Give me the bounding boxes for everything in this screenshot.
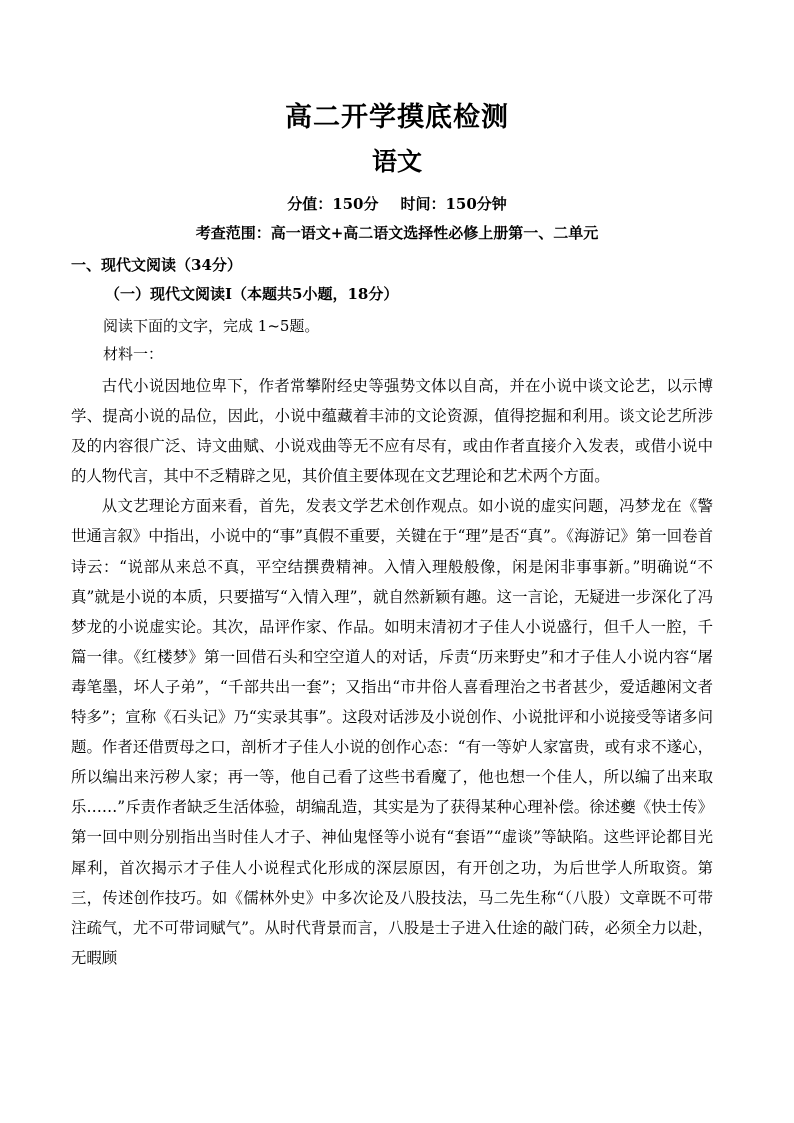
exam-meta xyxy=(0,193,794,214)
score-info: 分值：150分 xyxy=(287,195,379,213)
reading-instruction: 阅读下面的文字，完成 1~5题。 xyxy=(103,317,320,335)
section-heading: 一、现代文阅读（34分） xyxy=(71,256,242,274)
paragraph: 从文艺理论方面来看，首先，发表文学艺术创作观点。如小说的虚实问题，冯梦龙在《警世通言叙》中指出，小说中的“事”真假不重要，关键在于“理”是否“真”。《海游记》第一回卷首诗云：“说部从来总不真，平空结撰费精神。入情入理般般像，闲是闲非事事新。”明确说“不真”就是小说的本质，只要描写“入情入理”，就自然新颖有趣。这一言论，无疑进一步深化了冯梦龙的小说虚实论。其次，品评作家、作品。如明末清初才子佳人小说盛行，但千人一腔，千篇一律。《红楼梦》第一回借石头和空空道人的对话，斥责“历来野史”和才子佳人小说内容“屠毒笔墨，坏人子弟”，“千部共出一套”；又指出“市井俗人喜看理治之书者甚少，爱适趣闲文者特多”；宣称《石头记》乃“实录其事”。这段对话涉及小说创作、小说批评和小说接受等诸多问题。作者还借贾母之口，剖析才子佳人小说的创作心态：“有一等妒人家富贵，或有求不遂心，所以编出来污秽人家；再一等，他自己看了这些书看魔了，他也想一个佳人，所以编了出来取乐……”斥责作者缺乏生活体验，胡编乱造，其实是为了获得某种心理补偿。徐述夔《快士传》第一回中则分别指出当时佳人才子、神仙鬼怪等小说有“套语”“虚谈”等缺陷。这些评论都目光犀利，首次揭示才子佳人小说程式化形成的深层原因，有开创之功，为后世学人所取资。第三，传述创作技巧。如《儒林外史》中多次论及八股技法，马二先生称“（八股）文章既不可带注疏气，尤不可带词赋气”。从时代背景而言，八股是士子进入仕途的敲门砖，必须全力以赴，无暇顾 xyxy=(71,497,713,967)
exam-title: 高二开学摸底检测 xyxy=(285,102,509,133)
exam-range: 考查范围：高一语文+高二语文选择性必修上册第一、二单元 xyxy=(195,224,599,242)
paragraph: 古代小说因地位卑下，作者常攀附经史等强势文体以自高，并在小说中谈文论艺，以示博学、提高小说的品位，因此，小说中蕴藏着丰沛的文论资源，值得挖掘和利用。谈文论艺所涉及的内容很广泛、诗文曲赋、小说戏曲等无不应有尽有，或由作者直接介入发表，或借小说中的人物代言，其中不乏精辟之见，其价值主要体现在文艺理论和艺术两个方面。 xyxy=(71,377,713,486)
time-info: 时间：150分钟 xyxy=(400,195,507,213)
subsection-heading: （一）现代文阅读Ⅰ（本题共5小题，18分） xyxy=(105,285,399,303)
exam-subject: 语文 xyxy=(371,147,422,176)
reading-passage xyxy=(71,371,713,973)
material-label: 材料一： xyxy=(103,345,164,363)
